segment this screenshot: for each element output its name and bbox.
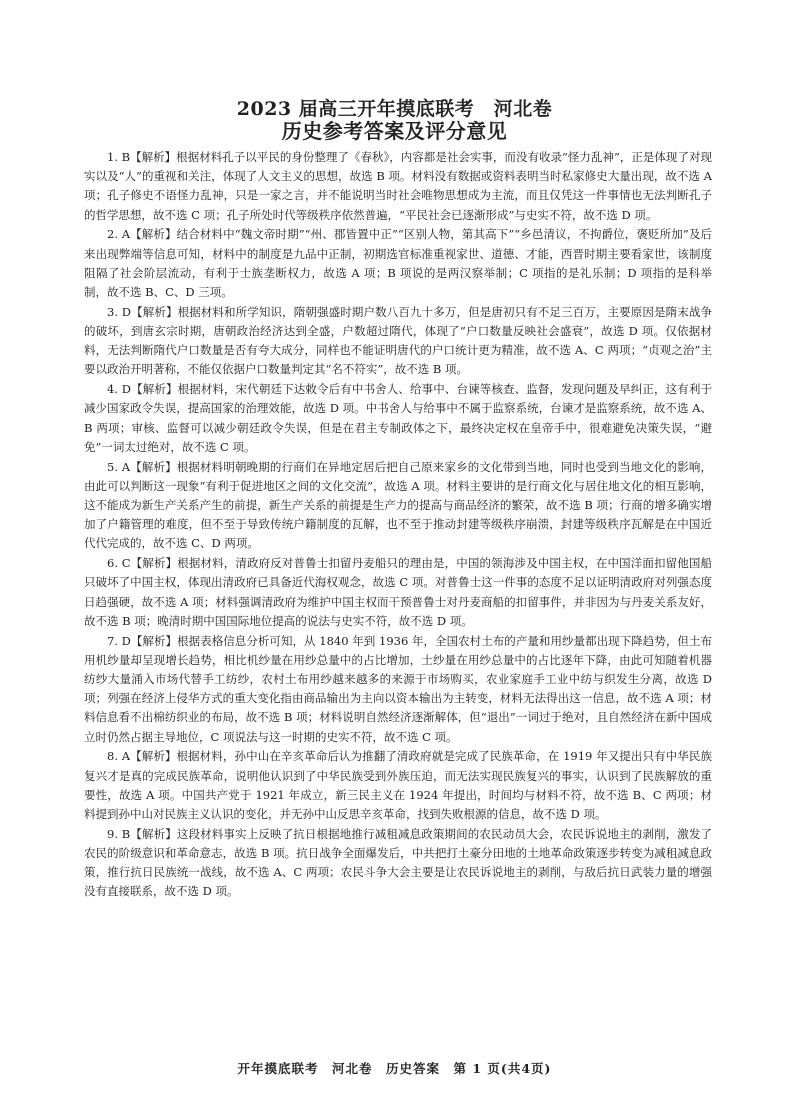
answer-item-4: 4. D【解析】根据材料，宋代朝廷下达敕令后有中书舍人、给事中、台谏等核查、监督，发现问题及早纠正，这有利于减少国家政令失误，提高国家的治理效能，故选 D 项。中书舍人与给事中不属于监察系统，台谏才是监察系统，故不选 A、B 两项；审核、监督可以减少朝廷政令失误，但是在君主专制政体之下，最终决定权在皇帝手中，很难避免决策失误，“避免”一词太过绝对，故不选 C 项。 [84, 382, 712, 454]
answer-item-6: 6. C【解析】根据材料，清政府反对普鲁士扣留丹麦船只的理由是，中国的领海涉及中国主权，在中国洋面扣留他国船只破坏了中国主权，体现出清政府已具备近代海权观念，故选 C 项。对普鲁士这一件事的态度不足以证明清政府对列强态度日趋强硬，故不选 A 项；材料强调清政府为维护中国主权而干预普鲁士对丹麦商船的扣留事件，并非因为与丹麦关系友好，故不选 B 项；晚清时期中国国际地位提高的说法与史实不符，故不选 D 项。 [84, 556, 712, 628]
exam-title: 2023 届高三开年摸底联考 河北卷 [236, 98, 553, 120]
answer-item-3: 3. D【解析】根据材料和所学知识，隋朝强盛时期户数八百九十多万，但是唐初只有不足三百万，主要原因是隋末战争的破坏，到唐玄宗时期，唐朝政治经济达到全盛，户数超过隋代，体现了“户口数量反映社会盛衰”，故选 D 项。仅依据材料，无法判断隋代户口数量是否有夸大成分，同样也不能证明唐代的户口统计更为精准，故不选 A、C 两项；“贞观之治”主要以政治开明著称，不能仅依据户口数量判定其“名不符实”，故不选 B 项。 [84, 304, 712, 377]
answer-item-9: 9. B【解析】这段材料事实上反映了抗日根据地推行减租减息政策期间的农民动员大会，农民诉说地主的剥削，激发了农民的阶级意识和革命意志，故选 B 项。抗日战争全面爆发后，中共把打土豪分田地的土地革命政策逐步转变为减租减息政策，推行抗日民族统一战线，故不选 A、C 两项；农民斗争大会主要是让农民诉说地主的剥削，与敌后抗日武装力量的增强没有直接联系，故不选 D 项。 [84, 826, 712, 899]
answer-list [84, 148, 712, 902]
answer-item-7: 7. D【解析】根据表格信息分析可知，从 1840 年到 1936 年，全国农村土布的产量和用纱量都出现下降趋势，但土布用机纱量却呈现增长趋势，相比机纱量在用纱总量中的占比增加，土纱量在用纱总量中的占比逐年下降，由此可知随着机器纺纱大量涌入市场代替手工纺纱，农村土布用纱越来越多的来源于市场购买，农业家庭手工业中纺与织发生分离，故选 D 项；列强在经济上侵华方式的重大变化指由商品输出为主向以资本输出为主转变，材料无法得出这一信息，故不选 A 项；材料信息看不出棉纺织业的布局，故不选 B 项；材料说明自然经济逐渐解体，但“退出”一词过于绝对，且自然经济在新中国成立时仍然占据主导地位，C 项说法与这一时期的史实不符，故不选 C 项。 [84, 633, 712, 744]
answer-item-8: 8. A【解析】根据材料，孙中山在辛亥革命后认为推翻了清政府就是完成了民族革命，在 1919 年又提出只有中华民族复兴才是真的完成民族革命，说明他认识到了中华民族受到外族压迫，而无法实现民族复兴的事实，认识到了民族解放的重要性，故选 A 项。中国共产党于 1921 年成立，新三民主义在 1924 年提出，时间均与材料不符，故不选 B、C 两项；材料提到孙中山对民族主义认识的变化，并无孙中山反思辛亥革命，找到失败根源的信息，故不选 D 项。 [84, 749, 712, 822]
page-footer: 开年摸底联考 河北卷 历史答案 第 1 页(共4页) [237, 1061, 552, 1076]
answer-item-2: 2. A【解析】结合材料中“魏文帝时期”“州、郡皆置中正”“区别人物，第其高下”“乡邑清议，不拘爵位，褒贬所加”及后来出现弊端等信息可知，材料中的制度是九品中正制，初期选官标准重视家世、道德、才能，西晋时期主要看家世，该制度阻隔了社会阶层流动，有利于士族垄断权力，故选 A 项；B 项说的是两汉察举制；C 项指的是礼乐制；D 项指的是科举制，故不选 B、C、D 三项。 [84, 227, 713, 300]
answer-item-1: 1. B【解析】根据材料孔子以平民的身份整理了《春秋》，内容都是社会实事，而没有收录“怪力乱神”，正是体现了对现实以及“人”的重视和关注，体现了人文主义的思想，故选 B 项。材料没有数据或资料表明当时私家修史大量出现，故不选 A 项；孔子修史不语怪力乱神，只是一家之言，并不能说明当时社会唯物思想成为主流，而且仅凭这一件事情也无法判断孔子的哲学思想，故不选 C 项；孔子所处时代等级秩序依然普遍，“平民社会已逐渐形成”与史实不符，故不选 D 项。 [84, 150, 712, 222]
answer-item-5: 5. A【解析】根据材料明朝晚期的行商们在异地定居后把自己原来家乡的文化带到当地，同时也受到当地文化的影响，由此可以判断这一现象“有利于促进地区之间的文化交流”，故选 A 项。材料主要讲的是行商文化与居住地文化的相互影响，这不能成为新生产关系产生的前提，新生产关系的前提是生产力的提高与商品经济的繁荣，故不选 B 项；行商的增多确实增加了户籍管理的难度，但不至于导致传统户籍制度的瓦解，也不至于推动封建等级秩序崩溃，封建等级秩序瓦解是在中国近代代完成的，故不选 C、D 两项。 [84, 459, 712, 551]
document-subtitle: 历史参考答案及评分意见 [281, 119, 508, 143]
